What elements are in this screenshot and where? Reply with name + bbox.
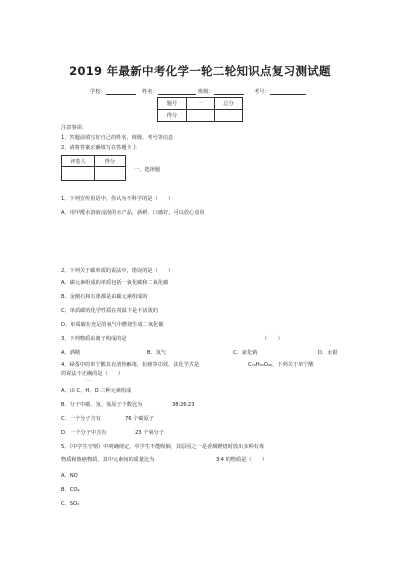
- option[interactable]: D．一个分子中含有: [61, 430, 107, 436]
- grader-label: 评卷人: [62, 156, 95, 167]
- grader-table: [61, 155, 126, 181]
- question-stem: 5、《中学生守则》中明确规定，中学生不能吸烟，其原因之一是香烟燃烧时放出多种有毒: [61, 444, 265, 450]
- school-label: 学校：: [90, 89, 106, 95]
- question-stem: 1、下列宣传用语中，你认为不科学的是（ ）: [61, 196, 174, 202]
- option[interactable]: C、单质碳的化学性质在常温下是不活泼的: [61, 308, 158, 314]
- exam-no-blank[interactable]: [270, 88, 306, 95]
- class-blank[interactable]: [214, 88, 244, 95]
- exam-no-field[interactable]: [254, 88, 306, 95]
- option[interactable]: A．酒精: [61, 350, 81, 356]
- option-value: 76 个碳原子: [125, 416, 154, 422]
- class-label: 班级：: [198, 89, 214, 95]
- question-stem: 2、下列关于碳单质的说法中，错误的是（ ）: [61, 268, 174, 274]
- page-title: 2019 年最新中考化学一轮二轮知识点复习测试题: [69, 64, 331, 78]
- answer-parens: （ ）: [262, 336, 283, 342]
- option[interactable]: D、单质碳在充足的氧气中燃烧生成二氧化碳: [61, 322, 164, 328]
- chemical-formula: C₇₆H₅₂O₄₆，下列关于单宁酸: [248, 362, 314, 368]
- option[interactable]: C．一个分子含有: [61, 416, 101, 422]
- emphasis-text: 正确: [81, 371, 93, 377]
- section-heading: 一、选择题: [134, 167, 160, 173]
- option[interactable]: B．CO₂: [61, 487, 80, 493]
- question-stem-cont: [61, 371, 123, 378]
- option[interactable]: C．SO₂: [61, 501, 80, 507]
- option[interactable]: D．水银: [318, 350, 338, 356]
- name-blank[interactable]: [158, 88, 196, 95]
- score-table: [157, 97, 243, 122]
- option[interactable]: A、碳元素组成的单质包括一氧化碳和二氧化碳: [61, 280, 169, 286]
- score-cell[interactable]: [215, 110, 243, 122]
- score-cell: 题号: [158, 98, 187, 110]
- score-cell: 一: [187, 98, 215, 110]
- emphasis-dots: · · ·: [85, 378, 92, 383]
- notes-heading: 注意事项：: [61, 125, 87, 131]
- name-field[interactable]: [142, 88, 196, 95]
- grader-cell[interactable]: [95, 167, 126, 181]
- ratio-text: 3∶4 的物质是（ ）: [216, 457, 268, 463]
- option[interactable]: A．由 C、H、O 三种元素组成: [61, 388, 132, 394]
- option-value: 38∶26∶23: [172, 402, 195, 408]
- stem-part: 的说法不: [61, 371, 82, 377]
- score-cell: 总分: [215, 98, 243, 110]
- class-field[interactable]: [198, 88, 244, 95]
- question-stem: 4、绿茶中的单宁酸具有清热解毒，抗癌等功效，其化学式是: [61, 362, 200, 368]
- option-value: 23 个氧分子: [135, 430, 164, 436]
- option[interactable]: A、用甲醛水溶液浸泡的水产品，新鲜、口感好，可以放心食用: [61, 210, 205, 216]
- stem-part: 的是（ ）: [92, 371, 124, 377]
- option[interactable]: A．NO: [61, 473, 78, 479]
- note-item: 2、请将答案正确填写在答题卡上: [61, 145, 137, 151]
- grader-label: 得分: [95, 156, 126, 167]
- exam-no-label: 考号：: [254, 89, 270, 95]
- school-field[interactable]: [90, 88, 136, 95]
- option[interactable]: C．氯化钠: [233, 350, 258, 356]
- note-item: 1、答题前填写好自己的姓名、班级、考号等信息: [61, 135, 174, 141]
- question-stem: 3、下列物质由离子构成的是: [61, 336, 127, 342]
- name-label: 姓名：: [142, 89, 158, 95]
- option[interactable]: B．氢气: [147, 350, 167, 356]
- school-blank[interactable]: [106, 88, 136, 95]
- option[interactable]: B．分子中碳、氢、氧原子个数比为: [61, 402, 143, 408]
- score-cell: 得分: [158, 110, 187, 122]
- score-cell[interactable]: [187, 110, 215, 122]
- question-stem-cont: 物质和致癌物质，其中元素间的质量比为: [61, 457, 155, 463]
- option[interactable]: B、金刚石和石墨都是由碳元素组成的: [61, 294, 148, 300]
- grader-cell[interactable]: [62, 167, 95, 181]
